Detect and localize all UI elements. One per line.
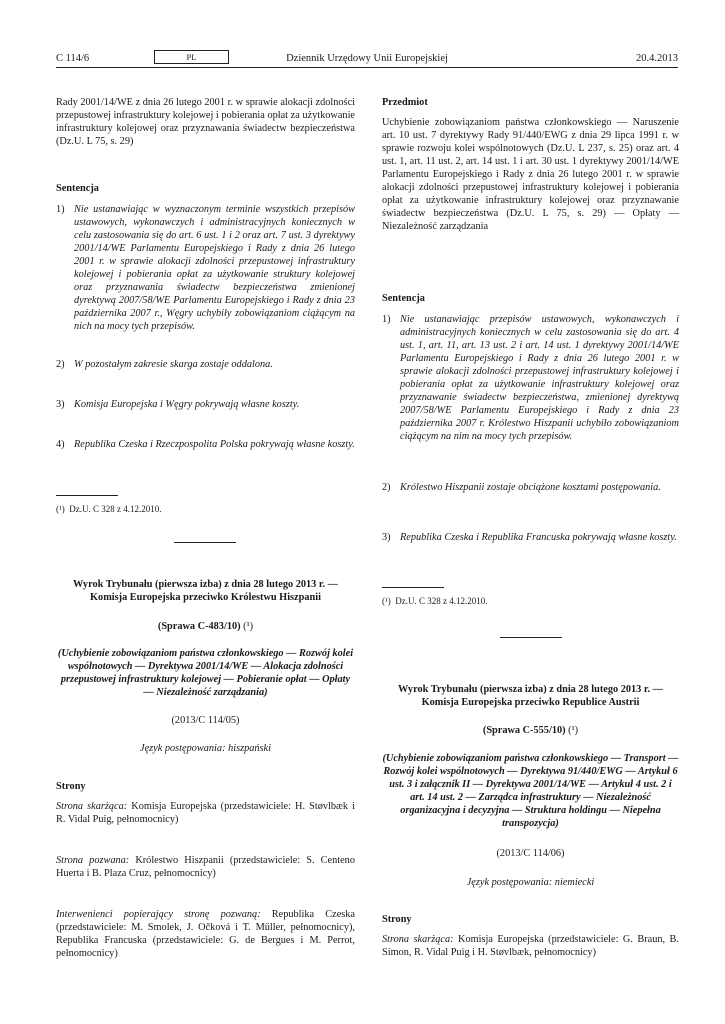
footnote [382,595,679,608]
party-applicant [382,933,679,959]
party-label: Strona skarżąca: [382,934,454,945]
party-text: Komisja Europejska (przedstawiciele: G. Braun, B. Simon, R. Vidal Puig i H. Støvlbæk, pełnomocnicy) [382,934,679,958]
sentencja-item-3 [382,531,679,544]
item-number: 3) [56,399,65,410]
case-number-text: (Sprawa C-555/10) [482,725,566,736]
strony-heading: Strony [56,781,86,792]
procedure-language: Język postępowania: niemiecki [466,877,595,888]
item-text: Nie ustanawiając w wyznaczonym terminie wszystkich przepisów ustawowych, wykonawczych i administracyjnych koniecznych w celu zastosowania się do art. 6 ust. 1 i 2 oraz art. 7 ust. 3 dyrektywy 2001/14/WE Parlamentu Europejskiego i Rady z dnia 26 lutego 2001 r. w sprawie alokacji zdolności przepustowej infrastruktury kolejowej i pobierania opłat za użytkowanie struktury kolejowej oraz przyznawania świadectw bezpieczeństwa zmienionej dyrektywą 2007/58/WE Parlamentu Europejskiego i Rady z dnia 23 października 2007 r., Węgry uchybiły zobowiązaniom ciążącym na nich na mocy tych przepisów. [74,204,355,332]
item-number: 1) [56,204,65,215]
party-text: Republika Czeska (przedstawiciele: M. Smolek, J. Očková i T. Müller, pełnomocnicy), Republika Francuska (przedstawiciele: G. de Bergues i M. Perrot, pełnomocnicy) [56,909,355,959]
item-number: 1) [382,314,391,325]
party-label: Interwenienci popierający stronę pozwaną: [56,909,261,920]
party-text: Królestwo Hiszpanii (przedstawiciele: S. Centeno Huerta i B. Plaza Cruz, pełnomocnicy) [56,855,355,879]
item-number: 3) [382,532,391,543]
case-reference: (2013/C 114/05) [171,715,240,726]
case-title: Wyrok Trybunału (pierwsza izba) z dnia 28 lutego 2013 r. — Komisja Europejska przeciwko Republice Austrii [398,684,663,708]
intro-text: Rady 2001/14/WE z dnia 26 lutego 2001 r. w sprawie alokacji zdolności przepustowej infrastruktury kolejowej i pobierania opłat za użytkowanie infrastruktury kolejowej oraz przyznawania świadectw bezpieczeństwa (Dz.U. L 75, s. 29) [56,97,355,147]
przedmiot-text: Uchybienie zobowiązaniom państwa członkowskiego — Naruszenie art. 10 ust. 7 dyrektywy Rady 91/440/EWG z dnia 29 lipca 1991 r. w sprawie rozwoju kolei wspólnotowych (Dz.U. L 237, s. 25) oraz art. 4 ust. 1, art. 11 ust. 2, art. 14 ust. 1 i art. 30 ust. 1 dyrektywy 2001/14/WE Parlamentu Europejskiego i Rady z dnia 26 lutego 2001 r. w sprawie alokacji zdolności przepustowej infrastruktury kolejowej i pobierania opłat za użytkowanie infrastruktury kolejowej oraz przyznawanie świadectw bezpieczeństwa (Dz.U. L 75, s. 29) — Opłaty — Niezależność zarządzania [382,117,679,232]
case-reference: (2013/C 114/06) [496,848,565,859]
item-number: 2) [382,482,391,493]
footnote-mark: (¹) [382,596,391,606]
page-header [56,48,678,68]
case-number-text: (Sprawa C-483/10) [157,621,241,632]
journal-date: 20.4.2013 [636,53,678,64]
party-defendant [56,854,355,880]
sentencja-item-2 [56,358,355,371]
footnote-text: Dz.U. C 328 z 4.12.2010. [69,504,162,514]
sentencja-item-1 [56,203,355,333]
sentencja-item-1 [382,313,679,443]
party-interveners [56,908,355,960]
footnote-rule [56,495,118,496]
section-separator [500,637,562,638]
header-rule [56,67,678,68]
case-number [56,620,355,633]
item-text: Komisja Europejska i Węgry pokrywają własne koszty. [74,399,300,410]
section-separator [174,542,236,543]
item-number: 2) [56,359,65,370]
case-title: Wyrok Trybunału (pierwsza izba) z dnia 28 lutego 2013 r. — Komisja Europejska przeciwko Królestwu Hiszpanii [73,579,338,603]
sentencja-item-3 [56,398,355,411]
item-text: W pozostałym zakresie skarga zostaje oddalona. [74,359,273,370]
party-label: Strona skarżąca: [56,801,128,812]
item-text: Królestwo Hiszpanii zostaje obciążone kosztami postępowania. [400,482,661,493]
przedmiot-heading: Przedmiot [382,97,428,108]
footnote-mark: (¹) [56,504,65,514]
case-footnote-ref: (¹) [243,621,254,632]
footnote-text: Dz.U. C 328 z 4.12.2010. [395,596,488,606]
footnote-rule [382,587,444,588]
case-keywords: (Uchybienie zobowiązaniom państwa członkowskiego — Rozwój kolei wspólnotowych — Dyrektywa 2001/14/WE — Alokacja zdolności przepustowej infrastruktury kolejowej — Pobieranie opłat — Opłaty — Niezależność zarządzania) [57,648,354,698]
procedure-language: Język postępowania: hiszpański [140,743,271,754]
sentencja-item-4 [56,438,355,451]
sentencja-heading: Sentencja [56,183,99,194]
case-footnote-ref: (¹) [568,725,579,736]
footnote [56,503,355,516]
journal-page-code: C 114/6 [56,53,90,64]
party-applicant [56,800,355,826]
item-text: Republika Czeska i Republika Francuska pokrywają własne koszty. [400,532,677,543]
party-label: Strona pozwana: [56,855,130,866]
party-text: Komisja Europejska (przedstawiciele: H. Støvlbæk i R. Vidal Puig, pełnomocnicy) [56,801,355,825]
item-number: 4) [56,439,65,450]
strony-heading: Strony [382,914,412,925]
sentencja-heading: Sentencja [382,293,425,304]
case-number [382,724,679,737]
journal-title: Dziennik Urzędowy Unii Europejskiej [286,53,448,64]
language-box: PL [154,50,229,64]
item-text: Nie ustanawiając przepisów ustawowych, wykonawczych i administracyjnych koniecznych w celu zastosowania się do art. 4 ust. 1, art. 11, art. 13 ust. 2 i art. 14 ust. 1 dyrektywy 2001/14/WE Parlamentu Europejskiego i Rady z dnia 26 lutego 2001 r. w sprawie alokacji zdolności przepustowej infrastruktury kolejowej i pobierania opłat za użytkowanie infrastruktury kolejowej oraz przyznawanie świadectw bezpieczeństwa, zmienionej dyrektywą 2007/58/WE Parlamentu Europejskiego i Rady z dnia 23 października 2007 r. Królestwo Hiszpanii uchybiło zobowiązaniom ciążącym na nim na mocy tych przepisów. [400,314,679,442]
case-keywords: (Uchybienie zobowiązaniom państwa członkowskiego — Transport — Rozwój kolei wspólnotowych — Dyrektywa 91/440/EWG — Artykuł 6 ust. 3 i załącznik II — Dyrektywa 2001/14/WE — Artykuł 4 ust. 2 i art. 14 ust. 2 — Zarządca infrastruktury — Niezależność organizacyjna i decyzyjna — Struktura holdingu — Niepełna transpozycja) [382,753,679,829]
item-text: Republika Czeska i Rzeczpospolita Polska pokrywają własne koszty. [74,439,355,450]
sentencja-item-2 [382,481,679,494]
